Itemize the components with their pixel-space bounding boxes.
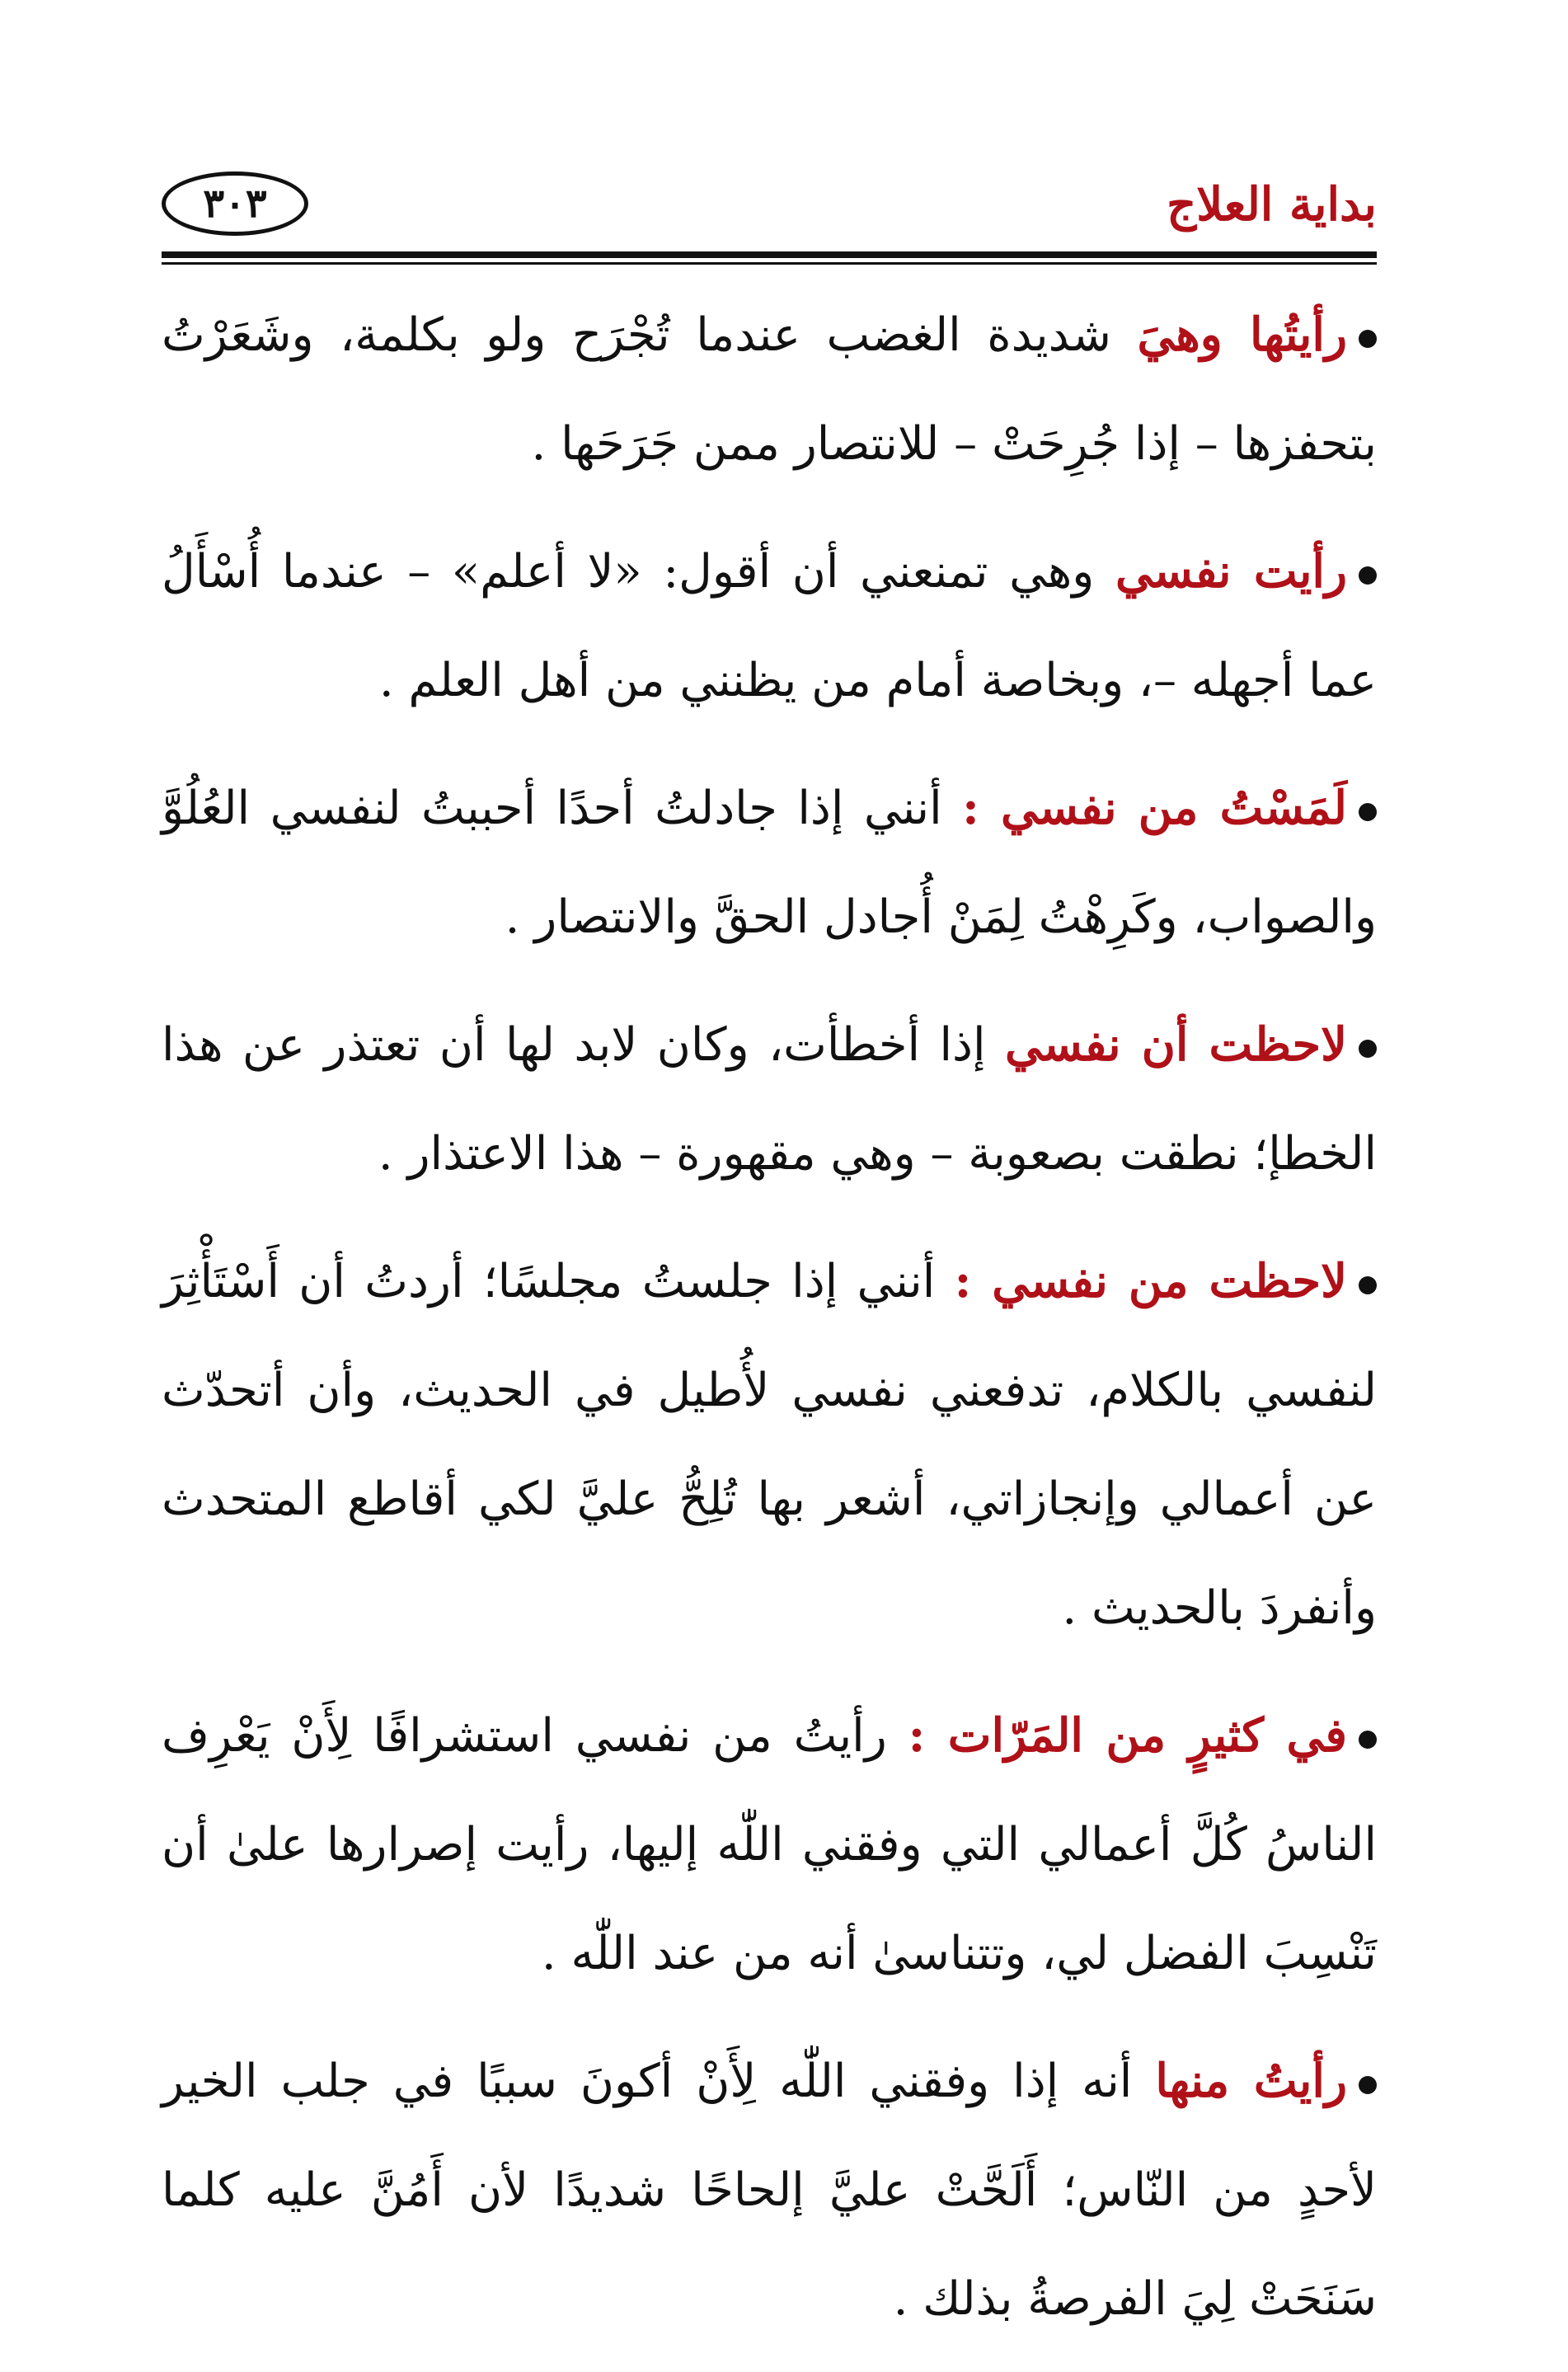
paragraph-lead: في كثيرٍ من المَرّات : — [908, 1708, 1348, 1763]
paragraph-text: أنه إذا وفقني اللّٰه لِأَنْ أكونَ سببًا في جلب الخير لأحدٍ من النّاس؛ أَلَحَّتْ عليَّ إلحاحًا شديدًا لأن أَمُنَّ عليه كلما سَنَحَتْ لِيَ الفرصةُ بذلك . — [162, 2055, 1377, 2326]
paragraph-text: أنني إذا جلستُ مجلسًا؛ أردتُ أن أَسْتَأْثِرَ لنفسي بالكلام، تدفعني نفسي لأُطيل في الحديث، وأن أتحدّث عن أعمالي وإنجازاتي، أشعر بها تُلِحُّ عليَّ لكي أقاطع المتحدث وأنفردَ بالحديث . — [162, 1255, 1377, 1635]
paragraph — [162, 2027, 1377, 2354]
page-number-badge — [162, 171, 308, 236]
paragraph — [162, 517, 1377, 735]
paragraph-lead: لاحظت أن نفسي — [1005, 1017, 1348, 1072]
header-rule-thick — [162, 251, 1377, 258]
paragraph — [162, 990, 1377, 1209]
bullet-icon — [1359, 803, 1377, 821]
header-rule-thin — [162, 262, 1377, 265]
paragraph-text: أنني إذا جادلتُ أحدًا أحببتُ لنفسي العُلُوَّ والصواب، وكَرِهْتُ لِمَنْ أُجادل الحقَّ والانتصار . — [162, 782, 1377, 944]
bullet-icon — [1359, 1276, 1377, 1294]
bullet-icon — [1359, 566, 1377, 585]
paragraph-lead: رأيتُها وهيَ — [1137, 308, 1347, 362]
page-body — [162, 280, 1377, 2372]
bullet-icon — [1359, 330, 1377, 348]
paragraph-text: وهي تمنعني أن أقول: «لا أعلم» – عندما أُسْأَلُ عما أجهله –، وبخاصة أمام من يظنني من أهل العلم . — [162, 545, 1377, 707]
running-title: بداية العلاج — [1167, 177, 1377, 232]
paragraph — [162, 754, 1377, 972]
paragraph-text: شديدة الغضب عندما تُجْرَح ولو بكلمة، وشَعَرْتُ بتحفزها – إذا جُرِحَتْ – للانتصار ممن جَرَحَها . — [162, 308, 1377, 471]
paragraph — [162, 1227, 1377, 1663]
paragraph-lead: رأيتُ منها — [1155, 2054, 1347, 2108]
paragraph-lead: لاحظت من نفسي : — [954, 1254, 1348, 1308]
paragraph-text: رأيتُ من نفسي استشرافًا لِأَنْ يَعْرِف الناسُ كُلَّ أعمالي التي وفقني اللّٰه إليها، رأيت إصرارها علىٰ أن تَنْسِبَ الفضل لي، وتتناسىٰ أنه من عند اللّٰه . — [162, 1709, 1377, 1980]
page-number: ٣٠٣ — [203, 181, 267, 227]
bullet-icon — [1359, 1040, 1377, 1058]
paragraph-text: إذا أخطأت، وكان لابد لها أن تعتذر عن هذا الخطإ؛ نطقت بصعوبة – وهي مقهورة – هذا الاعتذار . — [162, 1018, 1377, 1181]
bullet-icon — [1359, 2076, 1377, 2094]
paragraph — [162, 280, 1377, 499]
paragraph-lead: رأيت نفسي — [1115, 544, 1348, 599]
paragraph — [162, 1681, 1377, 2008]
bullet-icon — [1359, 1731, 1377, 1749]
paragraph-lead: لَمَسْتُ من نفسي : — [962, 781, 1347, 835]
